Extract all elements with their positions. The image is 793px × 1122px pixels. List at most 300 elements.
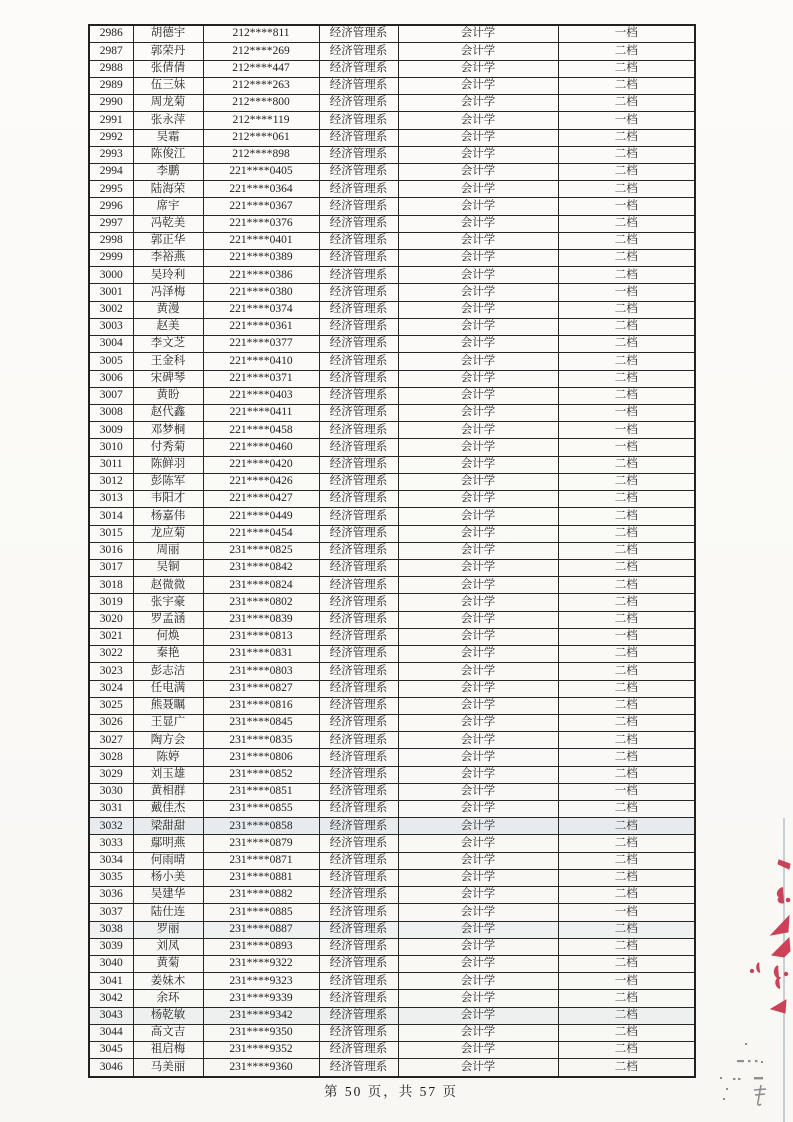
cell-department: 经济管理系 bbox=[319, 163, 398, 180]
records-table bbox=[88, 24, 696, 1078]
cell-major: 会计学 bbox=[398, 439, 558, 456]
cell-department: 经济管理系 bbox=[319, 852, 398, 869]
cell-id: 231****9350 bbox=[203, 1024, 319, 1041]
table-row bbox=[89, 646, 695, 663]
table-row bbox=[89, 990, 695, 1007]
cell-tier: 一档 bbox=[558, 439, 695, 456]
cell-department: 经济管理系 bbox=[319, 1007, 398, 1024]
cell-id: 231****0803 bbox=[203, 663, 319, 680]
page-footer bbox=[88, 1080, 694, 1100]
cell-id: 231****0893 bbox=[203, 938, 319, 955]
cell-name: 赵美 bbox=[133, 318, 203, 335]
cell-name: 黄漫 bbox=[133, 301, 203, 318]
cell-major: 会计学 bbox=[398, 336, 558, 353]
cell-name: 刘玉雄 bbox=[133, 766, 203, 783]
cell-major: 会计学 bbox=[398, 267, 558, 284]
table-row bbox=[89, 611, 695, 628]
cell-department: 经济管理系 bbox=[319, 491, 398, 508]
cell-id: 221****0403 bbox=[203, 387, 319, 404]
cell-tier: 二档 bbox=[558, 232, 695, 249]
cell-major: 会计学 bbox=[398, 60, 558, 77]
cell-department: 经济管理系 bbox=[319, 559, 398, 576]
cell-department: 经济管理系 bbox=[319, 611, 398, 628]
cell-id: 231****9342 bbox=[203, 1007, 319, 1024]
cell-id: 231****0871 bbox=[203, 852, 319, 869]
cell-id: 221****0411 bbox=[203, 405, 319, 422]
cell-major: 会计学 bbox=[398, 146, 558, 163]
cell-department: 经济管理系 bbox=[319, 732, 398, 749]
cell-no: 3008 bbox=[89, 405, 133, 422]
cell-id: 231****0835 bbox=[203, 732, 319, 749]
cell-id: 221****0377 bbox=[203, 336, 319, 353]
table-row bbox=[89, 887, 695, 904]
cell-id: 231****0824 bbox=[203, 577, 319, 594]
cell-no: 3000 bbox=[89, 267, 133, 284]
table-row bbox=[89, 508, 695, 525]
cell-name: 席宇 bbox=[133, 198, 203, 215]
table-row bbox=[89, 43, 695, 60]
cell-no: 3040 bbox=[89, 956, 133, 973]
cell-tier: 二档 bbox=[558, 542, 695, 559]
cell-name: 周丽 bbox=[133, 542, 203, 559]
cell-no: 3022 bbox=[89, 646, 133, 663]
table-row bbox=[89, 353, 695, 370]
cell-id: 231****0887 bbox=[203, 921, 319, 938]
cell-major: 会计学 bbox=[398, 250, 558, 267]
cell-id: 221****0389 bbox=[203, 250, 319, 267]
cell-tier: 二档 bbox=[558, 801, 695, 818]
table-row bbox=[89, 801, 695, 818]
cell-id: 221****0420 bbox=[203, 456, 319, 473]
cell-no: 3041 bbox=[89, 973, 133, 990]
cell-tier: 一档 bbox=[558, 783, 695, 800]
cell-id: 212****447 bbox=[203, 60, 319, 77]
cell-name: 吴玲利 bbox=[133, 267, 203, 284]
cell-name: 陈鲜羽 bbox=[133, 456, 203, 473]
table-row bbox=[89, 232, 695, 249]
cell-major: 会计学 bbox=[398, 1007, 558, 1024]
cell-no: 3043 bbox=[89, 1007, 133, 1024]
cell-no: 2992 bbox=[89, 129, 133, 146]
table-row bbox=[89, 904, 695, 921]
table-row bbox=[89, 77, 695, 94]
cell-tier: 二档 bbox=[558, 956, 695, 973]
cell-tier: 二档 bbox=[558, 1042, 695, 1059]
table-row bbox=[89, 628, 695, 645]
cell-name: 姜妹木 bbox=[133, 973, 203, 990]
cell-no: 2997 bbox=[89, 215, 133, 232]
cell-tier: 二档 bbox=[558, 835, 695, 852]
cell-id: 231****0806 bbox=[203, 749, 319, 766]
cell-tier: 二档 bbox=[558, 697, 695, 714]
cell-major: 会计学 bbox=[398, 904, 558, 921]
cell-tier: 二档 bbox=[558, 1024, 695, 1041]
cell-tier: 一档 bbox=[558, 904, 695, 921]
table-row bbox=[89, 284, 695, 301]
cell-name: 龙应菊 bbox=[133, 525, 203, 542]
cell-no: 2995 bbox=[89, 181, 133, 198]
cell-tier: 二档 bbox=[558, 611, 695, 628]
cell-no: 3020 bbox=[89, 611, 133, 628]
cell-tier: 一档 bbox=[558, 198, 695, 215]
cell-department: 经济管理系 bbox=[319, 129, 398, 146]
cell-no: 3006 bbox=[89, 370, 133, 387]
cell-major: 会计学 bbox=[398, 542, 558, 559]
cell-name: 郭荣丹 bbox=[133, 43, 203, 60]
cell-id: 231****0825 bbox=[203, 542, 319, 559]
cell-name: 何雨晴 bbox=[133, 852, 203, 869]
cell-name: 鄢明燕 bbox=[133, 835, 203, 852]
cell-name: 张宇豪 bbox=[133, 594, 203, 611]
cell-department: 经济管理系 bbox=[319, 525, 398, 542]
cell-name: 戴佳杰 bbox=[133, 801, 203, 818]
cell-tier: 二档 bbox=[558, 146, 695, 163]
cell-name: 罗孟涵 bbox=[133, 611, 203, 628]
cell-major: 会计学 bbox=[398, 663, 558, 680]
cell-major: 会计学 bbox=[398, 594, 558, 611]
cell-tier: 二档 bbox=[558, 990, 695, 1007]
cell-id: 231****0831 bbox=[203, 646, 319, 663]
table-row bbox=[89, 766, 695, 783]
cell-department: 经济管理系 bbox=[319, 749, 398, 766]
cell-department: 经济管理系 bbox=[319, 904, 398, 921]
cell-department: 经济管理系 bbox=[319, 77, 398, 94]
cell-no: 2986 bbox=[89, 25, 133, 43]
cell-name: 郭正华 bbox=[133, 232, 203, 249]
cell-id: 221****0410 bbox=[203, 353, 319, 370]
cell-tier: 二档 bbox=[558, 491, 695, 508]
cell-name: 吴铜 bbox=[133, 559, 203, 576]
cell-no: 3031 bbox=[89, 801, 133, 818]
cell-name: 秦艳 bbox=[133, 646, 203, 663]
cell-name: 罗丽 bbox=[133, 921, 203, 938]
cell-no: 2994 bbox=[89, 163, 133, 180]
table-row bbox=[89, 783, 695, 800]
table-row bbox=[89, 491, 695, 508]
cell-name: 刘凤 bbox=[133, 938, 203, 955]
cell-id: 231****0852 bbox=[203, 766, 319, 783]
table-row bbox=[89, 835, 695, 852]
cell-no: 3014 bbox=[89, 508, 133, 525]
cell-department: 经济管理系 bbox=[319, 869, 398, 886]
cell-name: 吴霜 bbox=[133, 129, 203, 146]
cell-name: 胡德宇 bbox=[133, 25, 203, 43]
cell-name: 吴建华 bbox=[133, 887, 203, 904]
cell-id: 221****0380 bbox=[203, 284, 319, 301]
table-row bbox=[89, 456, 695, 473]
cell-no: 3021 bbox=[89, 628, 133, 645]
cell-id: 221****0401 bbox=[203, 232, 319, 249]
cell-tier: 二档 bbox=[558, 60, 695, 77]
cell-department: 经济管理系 bbox=[319, 508, 398, 525]
table-row bbox=[89, 318, 695, 335]
cell-tier: 二档 bbox=[558, 818, 695, 835]
cell-tier: 二档 bbox=[558, 508, 695, 525]
page-number-text: 第 50 页，共 57 页 bbox=[324, 1084, 458, 1099]
cell-department: 经济管理系 bbox=[319, 921, 398, 938]
cell-no: 2991 bbox=[89, 112, 133, 129]
cell-no: 2987 bbox=[89, 43, 133, 60]
cell-major: 会计学 bbox=[398, 801, 558, 818]
cell-no: 3023 bbox=[89, 663, 133, 680]
table-row bbox=[89, 852, 695, 869]
cell-department: 经济管理系 bbox=[319, 714, 398, 731]
cell-id: 221****0427 bbox=[203, 491, 319, 508]
cell-name: 伍三妹 bbox=[133, 77, 203, 94]
cell-department: 经济管理系 bbox=[319, 697, 398, 714]
cell-tier: 二档 bbox=[558, 663, 695, 680]
cell-no: 3027 bbox=[89, 732, 133, 749]
cell-tier: 二档 bbox=[558, 163, 695, 180]
cell-name: 李鹏 bbox=[133, 163, 203, 180]
cell-major: 会计学 bbox=[398, 714, 558, 731]
cell-id: 221****0364 bbox=[203, 181, 319, 198]
cell-no: 3011 bbox=[89, 456, 133, 473]
cell-tier: 二档 bbox=[558, 680, 695, 697]
cell-department: 经济管理系 bbox=[319, 422, 398, 439]
table-row bbox=[89, 301, 695, 318]
table-row bbox=[89, 370, 695, 387]
cell-id: 221****0376 bbox=[203, 215, 319, 232]
cell-tier: 二档 bbox=[558, 250, 695, 267]
cell-no: 3018 bbox=[89, 577, 133, 594]
cell-name: 熊聂瞩 bbox=[133, 697, 203, 714]
cell-major: 会计学 bbox=[398, 818, 558, 835]
cell-no: 3013 bbox=[89, 491, 133, 508]
cell-id: 212****119 bbox=[203, 112, 319, 129]
cell-tier: 二档 bbox=[558, 732, 695, 749]
cell-no: 3003 bbox=[89, 318, 133, 335]
cell-major: 会计学 bbox=[398, 163, 558, 180]
cell-major: 会计学 bbox=[398, 215, 558, 232]
cell-major: 会计学 bbox=[398, 973, 558, 990]
cell-name: 梁甜甜 bbox=[133, 818, 203, 835]
cell-no: 3029 bbox=[89, 766, 133, 783]
cell-id: 231****0827 bbox=[203, 680, 319, 697]
cell-id: 231****0802 bbox=[203, 594, 319, 611]
cell-department: 经济管理系 bbox=[319, 887, 398, 904]
cell-id: 221****0405 bbox=[203, 163, 319, 180]
cell-no: 2999 bbox=[89, 250, 133, 267]
cell-department: 经济管理系 bbox=[319, 456, 398, 473]
table-row bbox=[89, 215, 695, 232]
cell-major: 会计学 bbox=[398, 956, 558, 973]
cell-major: 会计学 bbox=[398, 577, 558, 594]
cell-id: 231****0882 bbox=[203, 887, 319, 904]
cell-name: 赵微微 bbox=[133, 577, 203, 594]
cell-name: 赵代鑫 bbox=[133, 405, 203, 422]
cell-id: 231****0816 bbox=[203, 697, 319, 714]
cell-no: 3032 bbox=[89, 818, 133, 835]
cell-name: 李文芝 bbox=[133, 336, 203, 353]
cell-id: 221****0374 bbox=[203, 301, 319, 318]
cell-no: 3019 bbox=[89, 594, 133, 611]
cell-name: 黄相群 bbox=[133, 783, 203, 800]
cell-id: 231****9360 bbox=[203, 1059, 319, 1077]
cell-major: 会计学 bbox=[398, 232, 558, 249]
cell-major: 会计学 bbox=[398, 887, 558, 904]
cell-no: 3024 bbox=[89, 680, 133, 697]
cell-department: 经济管理系 bbox=[319, 473, 398, 490]
cell-name: 王金科 bbox=[133, 353, 203, 370]
cell-major: 会计学 bbox=[398, 852, 558, 869]
cell-name: 陈婷 bbox=[133, 749, 203, 766]
table-row bbox=[89, 921, 695, 938]
cell-tier: 一档 bbox=[558, 628, 695, 645]
cell-major: 会计学 bbox=[398, 1042, 558, 1059]
cell-name: 余环 bbox=[133, 990, 203, 1007]
cell-department: 经济管理系 bbox=[319, 766, 398, 783]
cell-id: 231****0842 bbox=[203, 559, 319, 576]
cell-tier: 二档 bbox=[558, 267, 695, 284]
cell-no: 3017 bbox=[89, 559, 133, 576]
table-row bbox=[89, 525, 695, 542]
cell-major: 会计学 bbox=[398, 628, 558, 645]
cell-id: 212****800 bbox=[203, 95, 319, 112]
cell-no: 3034 bbox=[89, 852, 133, 869]
cell-department: 经济管理系 bbox=[319, 198, 398, 215]
records-tbody bbox=[89, 25, 695, 1077]
cell-department: 经济管理系 bbox=[319, 267, 398, 284]
cell-department: 经济管理系 bbox=[319, 405, 398, 422]
cell-major: 会计学 bbox=[398, 25, 558, 43]
cell-tier: 二档 bbox=[558, 336, 695, 353]
cell-department: 经济管理系 bbox=[319, 215, 398, 232]
cell-no: 3042 bbox=[89, 990, 133, 1007]
cell-tier: 二档 bbox=[558, 766, 695, 783]
cell-major: 会计学 bbox=[398, 77, 558, 94]
cell-department: 经济管理系 bbox=[319, 801, 398, 818]
cell-department: 经济管理系 bbox=[319, 43, 398, 60]
cell-no: 3010 bbox=[89, 439, 133, 456]
cell-department: 经济管理系 bbox=[319, 973, 398, 990]
table-row bbox=[89, 956, 695, 973]
cell-major: 会计学 bbox=[398, 525, 558, 542]
cell-department: 经济管理系 bbox=[319, 181, 398, 198]
cell-id: 231****0845 bbox=[203, 714, 319, 731]
cell-major: 会计学 bbox=[398, 491, 558, 508]
cell-department: 经济管理系 bbox=[319, 835, 398, 852]
cell-id: 231****0858 bbox=[203, 818, 319, 835]
scan-specks bbox=[690, 1040, 793, 1122]
cell-no: 2998 bbox=[89, 232, 133, 249]
cell-major: 会计学 bbox=[398, 680, 558, 697]
cell-no: 2989 bbox=[89, 77, 133, 94]
cell-id: 231****0813 bbox=[203, 628, 319, 645]
cell-major: 会计学 bbox=[398, 387, 558, 404]
cell-major: 会计学 bbox=[398, 611, 558, 628]
cell-name: 陆海荣 bbox=[133, 181, 203, 198]
cell-id: 231****0855 bbox=[203, 801, 319, 818]
cell-department: 经济管理系 bbox=[319, 353, 398, 370]
cell-major: 会计学 bbox=[398, 1024, 558, 1041]
table-row bbox=[89, 163, 695, 180]
table-row bbox=[89, 439, 695, 456]
table-row bbox=[89, 112, 695, 129]
table-row bbox=[89, 181, 695, 198]
cell-department: 经济管理系 bbox=[319, 146, 398, 163]
table-row bbox=[89, 973, 695, 990]
cell-tier: 二档 bbox=[558, 594, 695, 611]
cell-tier: 二档 bbox=[558, 1059, 695, 1077]
cell-name: 黄盼 bbox=[133, 387, 203, 404]
cell-tier: 二档 bbox=[558, 921, 695, 938]
cell-name: 李裕燕 bbox=[133, 250, 203, 267]
cell-tier: 一档 bbox=[558, 405, 695, 422]
cell-department: 经济管理系 bbox=[319, 1042, 398, 1059]
cell-id: 231****9352 bbox=[203, 1042, 319, 1059]
table-row bbox=[89, 1024, 695, 1041]
table-row bbox=[89, 250, 695, 267]
cell-tier: 二档 bbox=[558, 869, 695, 886]
cell-name: 祖启梅 bbox=[133, 1042, 203, 1059]
table-row bbox=[89, 267, 695, 284]
cell-major: 会计学 bbox=[398, 766, 558, 783]
cell-tier: 二档 bbox=[558, 77, 695, 94]
cell-department: 经济管理系 bbox=[319, 232, 398, 249]
cell-id: 231****9322 bbox=[203, 956, 319, 973]
cell-id: 221****0454 bbox=[203, 525, 319, 542]
table-row bbox=[89, 1007, 695, 1024]
cell-department: 经济管理系 bbox=[319, 818, 398, 835]
cell-id: 221****0426 bbox=[203, 473, 319, 490]
cell-tier: 一档 bbox=[558, 25, 695, 43]
cell-tier: 一档 bbox=[558, 112, 695, 129]
cell-department: 经济管理系 bbox=[319, 680, 398, 697]
cell-tier: 二档 bbox=[558, 318, 695, 335]
table-row bbox=[89, 594, 695, 611]
cell-major: 会计学 bbox=[398, 473, 558, 490]
cell-major: 会计学 bbox=[398, 508, 558, 525]
cell-name: 杨嘉伟 bbox=[133, 508, 203, 525]
cell-id: 231****0881 bbox=[203, 869, 319, 886]
cell-major: 会计学 bbox=[398, 1059, 558, 1077]
cell-tier: 二档 bbox=[558, 852, 695, 869]
cell-name: 张永萍 bbox=[133, 112, 203, 129]
cell-major: 会计学 bbox=[398, 646, 558, 663]
cell-department: 经济管理系 bbox=[319, 318, 398, 335]
cell-name: 周龙菊 bbox=[133, 95, 203, 112]
cell-no: 3045 bbox=[89, 1042, 133, 1059]
cell-tier: 二档 bbox=[558, 887, 695, 904]
cell-id: 231****0839 bbox=[203, 611, 319, 628]
cell-tier: 二档 bbox=[558, 456, 695, 473]
cell-no: 3039 bbox=[89, 938, 133, 955]
table-row bbox=[89, 422, 695, 439]
cell-id: 212****263 bbox=[203, 77, 319, 94]
cell-major: 会计学 bbox=[398, 284, 558, 301]
cell-name: 彭志洁 bbox=[133, 663, 203, 680]
cell-no: 3044 bbox=[89, 1024, 133, 1041]
cell-major: 会计学 bbox=[398, 921, 558, 938]
table-row bbox=[89, 559, 695, 576]
cell-major: 会计学 bbox=[398, 198, 558, 215]
cell-no: 3035 bbox=[89, 869, 133, 886]
cell-no: 3001 bbox=[89, 284, 133, 301]
table-row bbox=[89, 697, 695, 714]
cell-no: 2996 bbox=[89, 198, 133, 215]
cell-department: 经济管理系 bbox=[319, 956, 398, 973]
cell-tier: 二档 bbox=[558, 938, 695, 955]
cell-major: 会计学 bbox=[398, 869, 558, 886]
cell-name: 邓梦桐 bbox=[133, 422, 203, 439]
cell-major: 会计学 bbox=[398, 697, 558, 714]
cell-name: 黄菊 bbox=[133, 956, 203, 973]
cell-id: 231****0885 bbox=[203, 904, 319, 921]
cell-major: 会计学 bbox=[398, 95, 558, 112]
cell-department: 经济管理系 bbox=[319, 577, 398, 594]
table-row bbox=[89, 818, 695, 835]
